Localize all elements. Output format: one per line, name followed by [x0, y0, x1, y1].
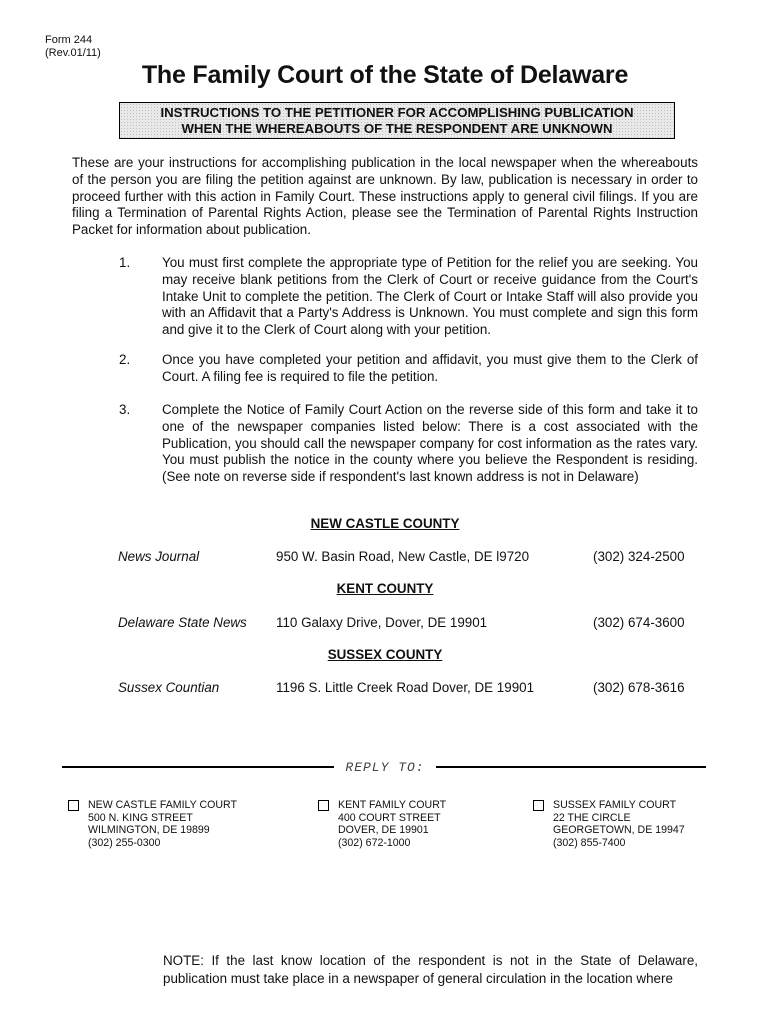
step-item [72, 255, 698, 339]
step-text: You must first complete the appropriate type of Petition for the relief you are seeking. You may receive blank petitions from the Clerk of Court or receive guidance from the Court's Intake Unit to complete the petition. The Clerk of Court or Intake Staff will also provide you with an Affidavit that a Party's Address is Unknown. You must complete and sign this form and give it to the Clerk of Court along with your petition. [162, 255, 698, 338]
court-name: NEW CASTLE FAMILY COURT [88, 799, 237, 811]
court-city: WILMINGTON, DE 19899 [88, 824, 210, 837]
court-name: SUSSEX FAMILY COURT [553, 799, 677, 811]
form-number: Form 244 [45, 34, 93, 46]
intro-paragraph: These are your instructions for accomplishing publication in the local newspaper when the whereabouts of the person you are filing the petition against are unknown. By law, publication is necessary in order to proceed further with this action in Family Court. These instructions apply to general civil filings. If you are filing a Termination of Parental Rights Action, please see the Termination of Parental Rights Instruction Packet for information about publication. [72, 155, 698, 238]
newspaper-name: News Journal [118, 549, 200, 564]
step-number: 3. [119, 402, 131, 417]
court-address-sussex[interactable] [533, 799, 743, 849]
page-title: The Family Court of the State of Delaware [141, 61, 629, 89]
checkbox[interactable] [318, 800, 329, 811]
newspaper-phone: (302) 674-3600 [593, 615, 685, 630]
step-text: Complete the Notice of Family Court Action on the reverse side of this form and take it to one of the newspaper companies listed below: There is a cost associated with the Publication, you should call the newspaper company for cost information as the rates vary. You must publish the notice in the county where you believe the Respondent is residing. (See note on reverse side if respondent's last known address is not in Delaware) [162, 402, 698, 485]
reply-to-label: REPLY TO: [345, 760, 425, 775]
newspaper-name: Delaware State News [118, 615, 247, 630]
court-street: 500 N. KING STREET [88, 811, 193, 824]
county-heading: NEW CASTLE COUNTY [310, 516, 460, 531]
form-number-block [45, 34, 101, 60]
court-street: 22 THE CIRCLE [553, 811, 631, 824]
form-revision: (Rev.01/11) [45, 47, 101, 59]
court-city: DOVER, DE 19901 [338, 824, 429, 837]
instructions-header-box [119, 102, 675, 139]
step-text: Once you have completed your petition and affidavit, you must give them to the Clerk of Court. A filing fee is required to file the petition. [162, 352, 698, 384]
court-phone: (302) 255-0300 [88, 836, 161, 849]
header-line-2: WHEN THE WHEREABOUTS OF THE RESPONDENT ARE UNKNOWN [181, 120, 613, 136]
court-phone: (302) 672-1000 [338, 836, 411, 849]
newspaper-address: 1196 S. Little Creek Road Dover, DE 19901 [276, 680, 535, 695]
county-heading: KENT COUNTY [336, 581, 434, 596]
county-heading: SUSSEX COUNTY [327, 647, 443, 662]
court-address-kent[interactable] [318, 799, 518, 849]
step-number: 1. [119, 255, 131, 270]
header-line-1: INSTRUCTIONS TO THE PETITIONER FOR ACCOMPLISHING PUBLICATION [160, 104, 634, 120]
reply-divider-right [436, 766, 706, 768]
newspaper-address: 110 Galaxy Drive, Dover, DE 19901 [276, 615, 488, 630]
court-address-new-castle[interactable] [68, 799, 298, 849]
court-city: GEORGETOWN, DE 19947 [553, 824, 685, 837]
step-item [72, 402, 698, 486]
newspaper-phone: (302) 678-3616 [593, 680, 685, 695]
step-number: 2. [119, 352, 131, 367]
checkbox[interactable] [68, 800, 79, 811]
newspaper-name: Sussex Countian [118, 680, 220, 695]
step-item [72, 352, 698, 386]
newspaper-address: 950 W. Basin Road, New Castle, DE l9720 [276, 549, 530, 564]
newspaper-phone: (302) 324-2500 [593, 549, 685, 564]
court-phone: (302) 855-7400 [553, 836, 626, 849]
court-name: KENT FAMILY COURT [338, 799, 447, 811]
court-street: 400 COURT STREET [338, 811, 441, 824]
checkbox[interactable] [533, 800, 544, 811]
note-paragraph: NOTE: If the last know location of the respondent is not in the State of Delaware, publication must take place in a newspaper of general circulation in the location where [163, 953, 698, 986]
